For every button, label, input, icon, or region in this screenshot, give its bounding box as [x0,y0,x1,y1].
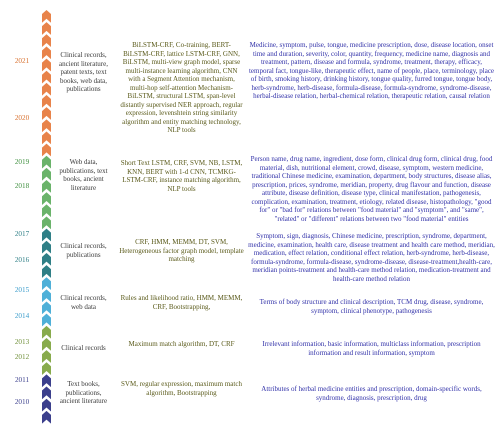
entities-cell: Attributes of herbal medicine entities and prescription, domain-specific words, syndrome, diagnosis, prescription, drug [261,385,482,402]
year-label: 2013 [14,338,30,346]
timeline-chevron [42,326,51,339]
data-sources-cell: Web data, publications, text books, ancient literature [59,158,108,192]
timeline-chevron [42,59,51,72]
year-label: 2012 [14,353,30,361]
timeline-chevron [42,83,51,96]
timeline-chevron [42,46,51,59]
timeline-chevron [42,387,51,400]
year-label: 2018 [14,182,30,190]
timeline-chevron [42,411,51,424]
data-sources-cell: Text books, publications, ancient literature [59,380,108,406]
timeline-chevron [42,204,51,217]
data-sources-cell: Clinical records, ancient literature, patent texts, text books, web data, publications [59,51,108,94]
entities-cell: Terms of body structure and clinical description, TCM drug, disease, syndrome, symptom, clinical phenotype, pathogenesis [259,298,484,315]
entities-cell: Medicine, symptom, pulse, tongue, medicine prescription, dose, disease location, onset time and duration, severity, color, quantity, frequency, medicine name, diagnosis and treatment, pattern, disease and formula, syndrome, treatment, therapy, efficacy, temporal fact, tongue-like, therapeutic effect, name of people, place, terminology, place of birth, smoking history, drinking history, tongue quality, furred tongue, tongue body, herb-syndrome, herb-disease, formula-disease, formula-syndrome, syndrome-disease, herbal-disease relation, herbal-chemical relation, therapeutic relation, causal relation [248,41,495,101]
data-sources-cell: Clinical records, web data [60,294,107,311]
year-label: 2017 [14,230,30,238]
entities-cell: Person name, drug name, ingredient, dose form, clinical drug form, clinical drug, food material, dish, nutritional element, crowd, disease, symptom, western medicine, traditional Chinese medicine, examination, department, body structures, disease alias, prescription, prices, syndrome, meridian, property, drug flavour and function, disease attribute, disease definition, disease type, clinical manifestation, pathogenesis, complication, examination, treatment, etiology, related disease, histopathology, "good for" or "bad for" relations between "food material" and "symptom", and "same", "related" or "different" relations between two "food material" entities [250,155,493,223]
entities-cell: Irrelevant information, basic information, multiclass information, prescription information and result information, symptom [262,340,481,357]
timeline-chevron [42,156,51,169]
methods-cell: SVM, regular expression, maximum match algorithm, Bootstrapping [121,380,242,397]
timeline-chevron [42,399,51,412]
year-label: 2016 [14,256,30,264]
timeline-chevron [42,10,51,23]
methods-cell: CRF, HMM, MEMM, DT, SVM, Heterogeneous factor graph model, template matching [119,238,244,264]
year-label: 2010 [14,398,30,406]
timeline-chevron [42,229,51,242]
year-label: 2019 [14,158,30,166]
timeline-chevron [42,107,51,120]
entities-cell: Symptom, sign, diagnosis, Chinese medicine, prescription, syndrome, department, medicine, examination, health care, disease treatment and health care method, meridian, medication, effect relation, conditional effect relation, herb-syndrome, herb-disease, formula-syndrome, formula-disease, syndrome-disease, disease-treatment,health-care, meridian points-treatment and health-care method relation, medication-treatment and health-care method relation [248,232,495,283]
timeline-chevron [42,302,51,315]
timeline-chevron [42,71,51,84]
timeline-chevron [42,289,51,302]
timeline-chevron [42,217,51,230]
timeline-chevron [42,131,51,144]
year-label: 2021 [14,57,30,65]
timeline-chevron [42,95,51,108]
timeline-chevron [42,253,51,266]
timeline-chevron [42,277,51,290]
timeline-chevron [42,350,51,363]
methods-cell: BiLSTM-CRF, Co-training, BERT-BiLSTM-CRF, lattice LSTM-CRF, GNN, BiLSTM, multi-view graph model, sparse multi-instance learning algorithm, CNN with a Segment Attention mechanism, multi-hop self-attention Mechanism-BiLSTM, structural LSTM, span-level distantly supervised NER approach, regular expression, levenshtein string similarity algorithm and entity matching technology, NLP tools [120,41,243,135]
data-sources-cell: Clinical records, publications [60,242,107,259]
year-label: 2011 [14,376,30,384]
methods-cell: Short Text LSTM, CRF, SVM, NB, LSTM, KNN, BERT with 1-d CNN, TCMKG-LSTM-CRF, instance matching algorithm, NLP tools [120,159,243,193]
year-label: 2015 [14,286,30,294]
year-label: 2014 [14,312,30,320]
timeline-chevron [42,168,51,181]
timeline-chevron [42,34,51,47]
methods-cell: Rules and likelihood ratio, HMM, MEMM, CRF, Bootstrapping, [120,294,243,311]
timeline-chevron [42,192,51,205]
timeline-chevron [42,119,51,132]
timeline-chevron [42,144,51,157]
timeline-chevron [42,180,51,193]
timeline-chevron [42,265,51,278]
timeline-chevron [42,362,51,375]
timeline-chevron [42,374,51,387]
timeline-chevron [42,22,51,35]
timeline-chevron [42,241,51,254]
data-sources-cell: Clinical records [61,344,106,352]
timeline-chevron [42,338,51,351]
methods-cell: Maximum match algorithm, DT, CRF [128,340,235,348]
year-label: 2020 [14,114,30,122]
timeline-chevron [42,314,51,327]
